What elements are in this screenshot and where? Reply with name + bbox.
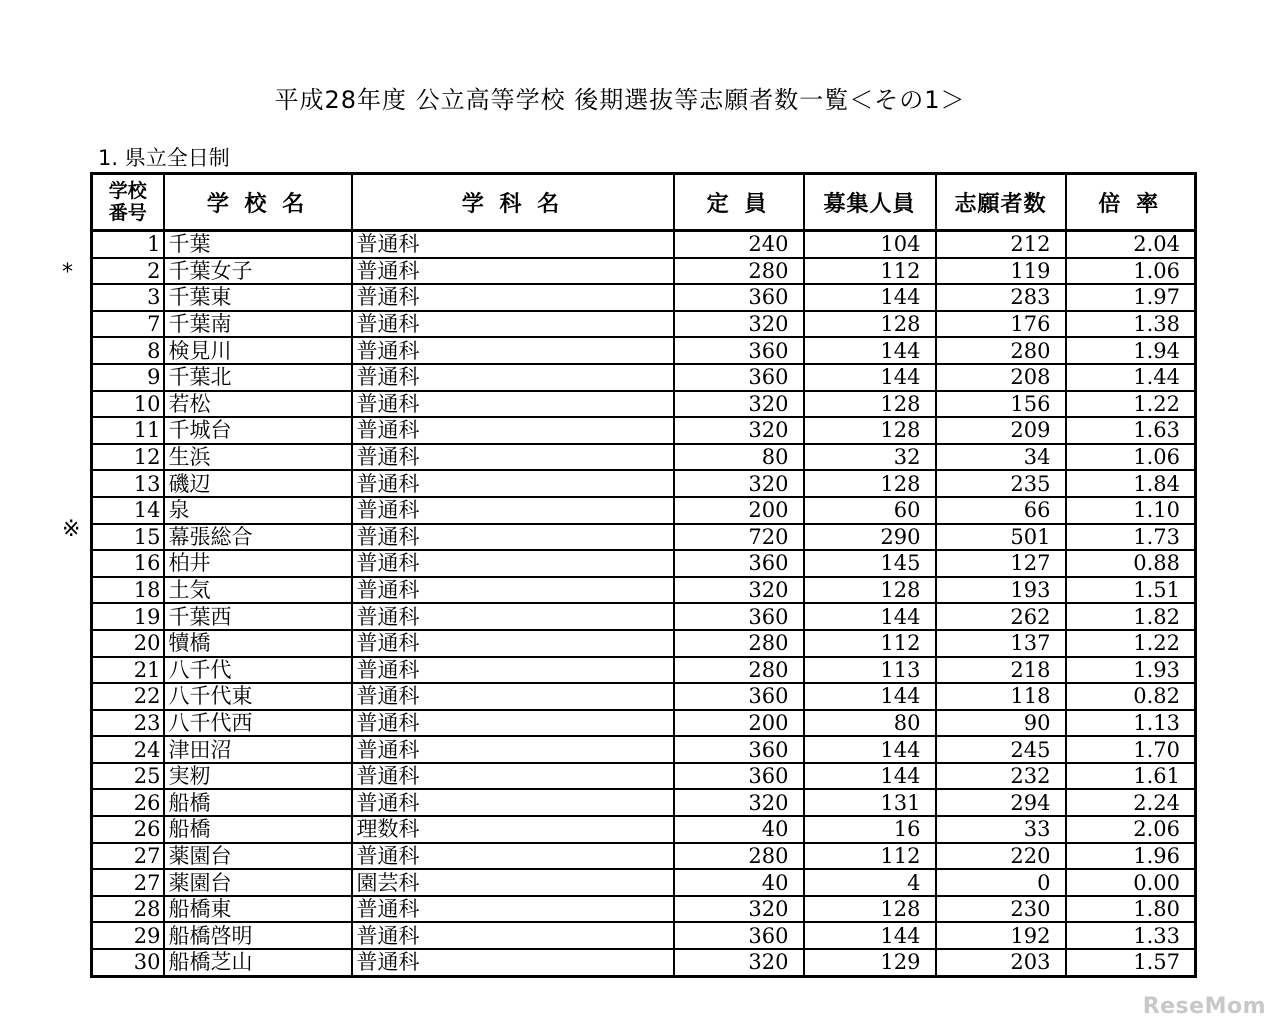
recruitment-cell: 112 xyxy=(804,258,936,285)
ratio-cell: 2.04 xyxy=(1066,231,1196,258)
department-cell: 普通科 xyxy=(352,337,674,364)
ratio-cell: 2.24 xyxy=(1066,789,1196,816)
recruitment-cell: 131 xyxy=(804,789,936,816)
capacity-cell: 320 xyxy=(674,949,804,976)
resemom-watermark: ReseMom xyxy=(1142,994,1266,1019)
school-no-cell: 10 xyxy=(92,391,164,418)
school-name-cell: 磯辺 xyxy=(164,470,352,497)
table-row xyxy=(92,524,1196,551)
school-no-cell: 14 xyxy=(92,497,164,524)
applicants-cell: 156 xyxy=(936,391,1066,418)
department-cell: 普通科 xyxy=(352,364,674,391)
recruitment-cell: 104 xyxy=(804,231,936,258)
department-cell: 理数科 xyxy=(352,816,674,843)
capacity-cell: 360 xyxy=(674,763,804,790)
table-row xyxy=(92,417,1196,444)
ratio-cell: 1.73 xyxy=(1066,524,1196,551)
school-name-cell: 柏井 xyxy=(164,550,352,577)
ratio-cell: 1.94 xyxy=(1066,337,1196,364)
capacity-cell: 320 xyxy=(674,470,804,497)
applicants-cell: 203 xyxy=(936,949,1066,976)
school-name-cell: 八千代東 xyxy=(164,683,352,710)
ratio-cell: 1.97 xyxy=(1066,284,1196,311)
department-cell: 普通科 xyxy=(352,258,674,285)
ratio-cell: 1.57 xyxy=(1066,949,1196,976)
header-row xyxy=(92,174,1196,231)
school-name-cell: 薬園台 xyxy=(164,843,352,870)
table-row xyxy=(92,470,1196,497)
department-cell: 普通科 xyxy=(352,843,674,870)
table-row xyxy=(92,630,1196,657)
page-title: 平成28年度 公立高等学校 後期選抜等志願者数一覧＜その1＞ xyxy=(274,86,966,114)
department-cell: 普通科 xyxy=(352,470,674,497)
applicants-cell: 280 xyxy=(936,337,1066,364)
department-cell: 普通科 xyxy=(352,524,674,551)
applicants-cell: 193 xyxy=(936,577,1066,604)
applicants-cell: 208 xyxy=(936,364,1066,391)
school-name-cell: 千葉 xyxy=(164,231,352,258)
recruitment-cell: 128 xyxy=(804,896,936,923)
school-no-cell: 13 xyxy=(92,470,164,497)
applicants-cell: 235 xyxy=(936,470,1066,497)
school-no-cell: 23 xyxy=(92,710,164,737)
capacity-cell: 80 xyxy=(674,444,804,471)
capacity-cell: 360 xyxy=(674,284,804,311)
capacity-cell: 320 xyxy=(674,391,804,418)
department-cell: 普通科 xyxy=(352,657,674,684)
ratio-cell: 2.06 xyxy=(1066,816,1196,843)
table-row xyxy=(92,337,1196,364)
capacity-cell: 200 xyxy=(674,710,804,737)
table-row xyxy=(92,497,1196,524)
department-cell: 普通科 xyxy=(352,231,674,258)
capacity-cell: 280 xyxy=(674,258,804,285)
applicants-cell: 33 xyxy=(936,816,1066,843)
recruitment-cell: 128 xyxy=(804,577,936,604)
capacity-cell: 360 xyxy=(674,364,804,391)
recruitment-cell: 144 xyxy=(804,683,936,710)
school-no-cell: 8 xyxy=(92,337,164,364)
department-cell: 普通科 xyxy=(352,763,674,790)
school-name-cell: 船橋 xyxy=(164,789,352,816)
department-cell: 普通科 xyxy=(352,577,674,604)
school-no-cell: 24 xyxy=(92,736,164,763)
applicants-cell: 294 xyxy=(936,789,1066,816)
school-no-cell: 7 xyxy=(92,311,164,338)
department-cell: 普通科 xyxy=(352,284,674,311)
applicants-cell: 127 xyxy=(936,550,1066,577)
capacity-cell: 280 xyxy=(674,630,804,657)
applicants-cell: 176 xyxy=(936,311,1066,338)
school-name-cell: 生浜 xyxy=(164,444,352,471)
capacity-cell: 320 xyxy=(674,311,804,338)
ratio-cell: 1.13 xyxy=(1066,710,1196,737)
school-no-cell: 9 xyxy=(92,364,164,391)
school-name-cell: 千葉女子 xyxy=(164,258,352,285)
department-cell: 普通科 xyxy=(352,550,674,577)
department-cell: 普通科 xyxy=(352,736,674,763)
recruitment-cell: 144 xyxy=(804,736,936,763)
table-row xyxy=(92,789,1196,816)
capacity-cell: 40 xyxy=(674,816,804,843)
table-row xyxy=(92,816,1196,843)
school-name-cell: 船橋芝山 xyxy=(164,949,352,976)
school-no-cell: 30 xyxy=(92,949,164,976)
ratio-cell: 1.82 xyxy=(1066,603,1196,630)
school-no-cell: 3 xyxy=(92,284,164,311)
recruitment-cell: 128 xyxy=(804,470,936,497)
department-cell: 普通科 xyxy=(352,603,674,630)
kome-marker: ※ xyxy=(62,517,81,542)
department-cell: 普通科 xyxy=(352,710,674,737)
table-row xyxy=(92,843,1196,870)
department-cell: 普通科 xyxy=(352,311,674,338)
recruitment-cell: 144 xyxy=(804,763,936,790)
applicants-cell: 66 xyxy=(936,497,1066,524)
school-no-cell: 11 xyxy=(92,417,164,444)
department-cell: 普通科 xyxy=(352,630,674,657)
school-name-cell: 幕張総合 xyxy=(164,524,352,551)
table-row xyxy=(92,683,1196,710)
department-cell: 普通科 xyxy=(352,922,674,949)
header-school-no: 学校 番号 xyxy=(92,174,164,231)
header-recruitment: 募集人員 xyxy=(804,174,936,231)
recruitment-cell: 128 xyxy=(804,391,936,418)
department-cell: 普通科 xyxy=(352,896,674,923)
school-no-cell: 27 xyxy=(92,869,164,896)
table-row xyxy=(92,231,1196,258)
ratio-cell: 1.61 xyxy=(1066,763,1196,790)
capacity-cell: 240 xyxy=(674,231,804,258)
recruitment-cell: 129 xyxy=(804,949,936,976)
table-row xyxy=(92,550,1196,577)
table-row xyxy=(92,657,1196,684)
department-cell: 普通科 xyxy=(352,444,674,471)
applicants-cell: 0 xyxy=(936,869,1066,896)
recruitment-cell: 144 xyxy=(804,603,936,630)
school-no-cell: 21 xyxy=(92,657,164,684)
recruitment-cell: 128 xyxy=(804,417,936,444)
school-no-cell: 26 xyxy=(92,816,164,843)
school-name-cell: 八千代西 xyxy=(164,710,352,737)
department-cell: 普通科 xyxy=(352,417,674,444)
table-row xyxy=(92,710,1196,737)
school-name-cell: 津田沼 xyxy=(164,736,352,763)
ratio-cell: 0.82 xyxy=(1066,683,1196,710)
capacity-cell: 40 xyxy=(674,869,804,896)
table-row xyxy=(92,577,1196,604)
header-school-name: 学 校 名 xyxy=(164,174,352,231)
school-no-cell: 25 xyxy=(92,763,164,790)
school-no-cell: 27 xyxy=(92,843,164,870)
school-no-cell: 16 xyxy=(92,550,164,577)
recruitment-cell: 4 xyxy=(804,869,936,896)
school-no-cell: 26 xyxy=(92,789,164,816)
header-ratio: 倍 率 xyxy=(1066,174,1196,231)
table-row xyxy=(92,444,1196,471)
recruitment-cell: 144 xyxy=(804,337,936,364)
table-row xyxy=(92,922,1196,949)
capacity-cell: 360 xyxy=(674,337,804,364)
recruitment-cell: 60 xyxy=(804,497,936,524)
school-no-cell: 19 xyxy=(92,603,164,630)
recruitment-cell: 112 xyxy=(804,630,936,657)
recruitment-cell: 80 xyxy=(804,710,936,737)
school-name-cell: 千城台 xyxy=(164,417,352,444)
ratio-cell: 1.06 xyxy=(1066,258,1196,285)
table-row xyxy=(92,869,1196,896)
ratio-cell: 1.06 xyxy=(1066,444,1196,471)
ratio-cell: 0.00 xyxy=(1066,869,1196,896)
ratio-cell: 1.63 xyxy=(1066,417,1196,444)
applicants-cell: 220 xyxy=(936,843,1066,870)
school-no-cell: 1 xyxy=(92,231,164,258)
department-cell: 普通科 xyxy=(352,391,674,418)
applicants-cell: 501 xyxy=(936,524,1066,551)
table-row xyxy=(92,364,1196,391)
capacity-cell: 360 xyxy=(674,603,804,630)
ratio-cell: 1.22 xyxy=(1066,630,1196,657)
applicants-cell: 209 xyxy=(936,417,1066,444)
ratio-cell: 1.51 xyxy=(1066,577,1196,604)
capacity-cell: 320 xyxy=(674,417,804,444)
applicants-cell: 232 xyxy=(936,763,1066,790)
asterisk-marker: * xyxy=(62,260,73,285)
school-name-cell: 千葉南 xyxy=(164,311,352,338)
applicants-cell: 137 xyxy=(936,630,1066,657)
school-name-cell: 犢橋 xyxy=(164,630,352,657)
school-name-cell: 若松 xyxy=(164,391,352,418)
capacity-cell: 360 xyxy=(674,736,804,763)
school-no-cell: 12 xyxy=(92,444,164,471)
school-no-cell: 28 xyxy=(92,896,164,923)
ratio-cell: 1.93 xyxy=(1066,657,1196,684)
table-row xyxy=(92,284,1196,311)
recruitment-cell: 32 xyxy=(804,444,936,471)
school-name-cell: 土気 xyxy=(164,577,352,604)
applicants-cell: 283 xyxy=(936,284,1066,311)
applicants-cell: 245 xyxy=(936,736,1066,763)
applicants-cell: 262 xyxy=(936,603,1066,630)
school-no-cell: 22 xyxy=(92,683,164,710)
recruitment-cell: 16 xyxy=(804,816,936,843)
capacity-cell: 360 xyxy=(674,922,804,949)
school-name-cell: 薬園台 xyxy=(164,869,352,896)
school-name-cell: 船橋 xyxy=(164,816,352,843)
capacity-cell: 320 xyxy=(674,896,804,923)
applicants-cell: 118 xyxy=(936,683,1066,710)
ratio-cell: 1.70 xyxy=(1066,736,1196,763)
school-no-cell: 20 xyxy=(92,630,164,657)
department-cell: 普通科 xyxy=(352,683,674,710)
department-cell: 園芸科 xyxy=(352,869,674,896)
school-name-cell: 泉 xyxy=(164,497,352,524)
applicants-cell: 218 xyxy=(936,657,1066,684)
department-cell: 普通科 xyxy=(352,789,674,816)
school-no-cell: 18 xyxy=(92,577,164,604)
ratio-cell: 1.33 xyxy=(1066,922,1196,949)
school-name-cell: 千葉東 xyxy=(164,284,352,311)
school-no-cell: 29 xyxy=(92,922,164,949)
table-row xyxy=(92,949,1196,976)
ratio-cell: 1.10 xyxy=(1066,497,1196,524)
table-row xyxy=(92,391,1196,418)
applicants-cell: 192 xyxy=(936,922,1066,949)
school-name-cell: 船橋東 xyxy=(164,896,352,923)
header-department: 学 科 名 xyxy=(352,174,674,231)
capacity-cell: 720 xyxy=(674,524,804,551)
ratio-cell: 1.84 xyxy=(1066,470,1196,497)
school-name-cell: 検見川 xyxy=(164,337,352,364)
school-no-cell: 15 xyxy=(92,524,164,551)
table-row xyxy=(92,763,1196,790)
recruitment-cell: 290 xyxy=(804,524,936,551)
ratio-cell: 0.88 xyxy=(1066,550,1196,577)
table-row xyxy=(92,311,1196,338)
department-cell: 普通科 xyxy=(352,949,674,976)
section-label: 1. 県立全日制 xyxy=(98,146,230,170)
ratio-cell: 1.96 xyxy=(1066,843,1196,870)
school-name-cell: 実籾 xyxy=(164,763,352,790)
recruitment-cell: 112 xyxy=(804,843,936,870)
applicants-cell: 212 xyxy=(936,231,1066,258)
header-applicants: 志願者数 xyxy=(936,174,1066,231)
capacity-cell: 360 xyxy=(674,683,804,710)
ratio-cell: 1.44 xyxy=(1066,364,1196,391)
capacity-cell: 320 xyxy=(674,577,804,604)
school-name-cell: 千葉西 xyxy=(164,603,352,630)
table-row xyxy=(92,736,1196,763)
department-cell: 普通科 xyxy=(352,497,674,524)
ratio-cell: 1.38 xyxy=(1066,311,1196,338)
school-no-cell: 2 xyxy=(92,258,164,285)
school-name-cell: 船橋啓明 xyxy=(164,922,352,949)
recruitment-cell: 145 xyxy=(804,550,936,577)
capacity-cell: 200 xyxy=(674,497,804,524)
recruitment-cell: 144 xyxy=(804,922,936,949)
header-capacity: 定 員 xyxy=(674,174,804,231)
recruitment-cell: 113 xyxy=(804,657,936,684)
recruitment-cell: 128 xyxy=(804,311,936,338)
applicants-table xyxy=(90,172,1197,978)
applicants-cell: 34 xyxy=(936,444,1066,471)
capacity-cell: 320 xyxy=(674,789,804,816)
recruitment-cell: 144 xyxy=(804,364,936,391)
table-row xyxy=(92,603,1196,630)
capacity-cell: 280 xyxy=(674,657,804,684)
table-row xyxy=(92,258,1196,285)
school-name-cell: 八千代 xyxy=(164,657,352,684)
table-row xyxy=(92,896,1196,923)
capacity-cell: 280 xyxy=(674,843,804,870)
ratio-cell: 1.22 xyxy=(1066,391,1196,418)
applicants-cell: 230 xyxy=(936,896,1066,923)
applicants-cell: 90 xyxy=(936,710,1066,737)
school-name-cell: 千葉北 xyxy=(164,364,352,391)
ratio-cell: 1.80 xyxy=(1066,896,1196,923)
capacity-cell: 360 xyxy=(674,550,804,577)
applicants-cell: 119 xyxy=(936,258,1066,285)
recruitment-cell: 144 xyxy=(804,284,936,311)
